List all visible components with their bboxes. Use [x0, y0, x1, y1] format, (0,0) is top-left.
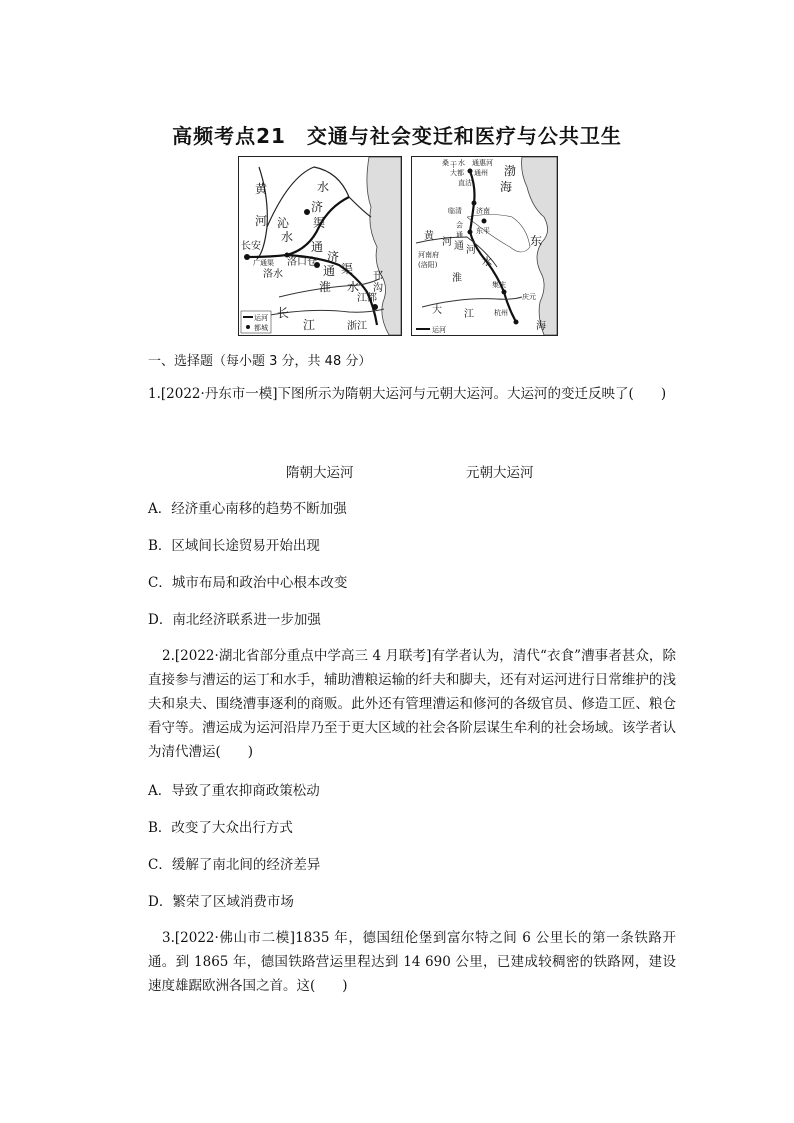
- map-label-tong1: 通: [311, 240, 324, 254]
- map-r-hai: 海: [500, 180, 513, 194]
- map-r-henanfu: 河南府: [418, 251, 439, 259]
- map-r-he: 河: [442, 237, 452, 248]
- map-label-gou: 沟: [373, 283, 383, 294]
- map-label-chang: 长: [277, 306, 290, 320]
- map-r-hangzhou: 杭州: [494, 309, 508, 317]
- q1-option-b[interactable]: B．区域间长途贸易开始出现: [148, 538, 320, 554]
- map-label-he: 河: [255, 214, 268, 228]
- map-label-shan: 邗: [373, 271, 383, 282]
- q1-option-d[interactable]: D．南北经济联系进一步加强: [148, 612, 321, 628]
- page-title: 高频考点21 交通与社会变迁和医疗与公共卫生: [172, 124, 622, 148]
- question-2-stem: 2.[2022·湖北省部分重点中学高三 4 月联考]有学者认为，清代“衣食”漕事者甚众，除直接参与漕运的运丁和水手，辅助漕粮运输的纤夫和脚夫，还有对运河进行日常维护的浅夫和泉夫、围绕漕事逐利的商贩。此外还有管理漕运和修河的各级官员、修造工匠、粮仓看守等。漕运成为运河沿岸乃至于更大区域的社会各阶层谋生牟利的社会场域。该学者认为清代漕运( ): [148, 648, 676, 760]
- map-label-shui3: 水: [347, 280, 360, 294]
- map-r-zhigu: 直沽: [458, 179, 472, 187]
- map-r-gan: 干: [450, 161, 457, 169]
- legend-r-canal: 运河: [432, 326, 446, 334]
- map-r-shui: 水: [458, 159, 465, 167]
- map-label-huang: 黄: [255, 182, 268, 196]
- map-r-da: 大: [432, 305, 442, 316]
- map-r-tonghuihe: 通惠河: [472, 159, 493, 167]
- map-r-sang: 桑: [442, 159, 449, 167]
- map-r-linqing: 临清: [448, 207, 462, 215]
- map-label-qu2: 渠: [341, 262, 354, 276]
- sui-canal-map: [238, 156, 402, 336]
- map-label-qu1: 渠: [313, 216, 326, 230]
- map-r-huang: 黄: [424, 231, 434, 242]
- map-r-dongping: 东平: [476, 227, 490, 235]
- question-1-stem: 1.[2022·丹东市一模]下图所示为隋朝大运河与元朝大运河。大运河的变迁反映了( ): [148, 386, 667, 402]
- map-label-huai: 淮: [319, 280, 332, 294]
- q2-option-c[interactable]: C．缓解了南北间的经济差异: [148, 857, 321, 873]
- map-r-tongzhou: 通州: [474, 169, 488, 177]
- legend-canal: 运河: [254, 314, 268, 322]
- map-r-jinan: 济南: [476, 207, 490, 215]
- yuan-canal-map: [411, 156, 558, 336]
- map-label-zhejiang: 浙江: [347, 321, 367, 332]
- section-heading: 一、选择题（每小题 3 分，共 48 分）: [148, 354, 372, 369]
- legend-city: 都城: [254, 324, 268, 332]
- map-r-dong: 东: [530, 234, 543, 248]
- map-r-jiqing: 集庆: [492, 281, 506, 289]
- map-r-tong: 通: [456, 231, 463, 239]
- caption-yuan: 元朝大运河: [466, 465, 534, 481]
- q1-option-a[interactable]: A．经济重心南移的趋势不断加强: [148, 501, 347, 517]
- q1-option-c[interactable]: C．城市布局和政治中心根本改变: [148, 575, 348, 591]
- map-r-he2: 河: [466, 245, 476, 256]
- map-label-luoshui: 洛水: [263, 269, 283, 280]
- caption-sui: 隋朝大运河: [286, 465, 354, 481]
- map-r-tong2: 通: [454, 241, 464, 252]
- map-label-qin: 沁: [277, 216, 290, 230]
- map-r-huai: 淮: [452, 273, 462, 284]
- map-label-jiang: 江: [303, 318, 316, 332]
- map-r-bo: 渤: [504, 164, 517, 178]
- map-label-guangtongqu: 广通渠: [253, 259, 274, 267]
- q2-option-d[interactable]: D．繁荣了区域消费市场: [148, 894, 294, 910]
- map-r-shui2: 水: [482, 257, 492, 268]
- map-label-tong2: 通: [323, 264, 336, 278]
- map-label-jiangdu: 江都: [357, 293, 377, 304]
- map-label-changan: 长安: [241, 241, 261, 252]
- map-label-luokoucang: 洛口仓: [287, 257, 317, 268]
- q2-option-b[interactable]: B．改变了大众出行方式: [148, 820, 293, 836]
- map-r-qingyuan: 庆元: [522, 293, 536, 301]
- map-label-shui: 水: [317, 180, 330, 194]
- map-label-shui2: 水: [281, 230, 294, 244]
- map-label-ji: 济: [311, 200, 324, 214]
- map-r-dadu: 大都: [450, 169, 464, 177]
- map-label-ji2: 济: [327, 250, 340, 264]
- map-r-hai2: 海: [536, 321, 546, 332]
- map-r-hui: 会: [456, 221, 463, 229]
- map-r-luoyang: (洛阳): [418, 261, 438, 269]
- map-r-jiang: 江: [464, 309, 474, 320]
- q2-option-a[interactable]: A．导致了重农抑商政策松动: [148, 783, 320, 799]
- question-3-stem: 3.[2022·佛山市二模]1835 年，德国纽伦堡到富尔特之间 6 公里长的第一条铁路开通。到 1865 年，德国铁路营运里程达到 14 690 公里，已建成较稠密的铁路网，建设速度雄踞欧洲各国之首。这( ): [148, 930, 676, 994]
